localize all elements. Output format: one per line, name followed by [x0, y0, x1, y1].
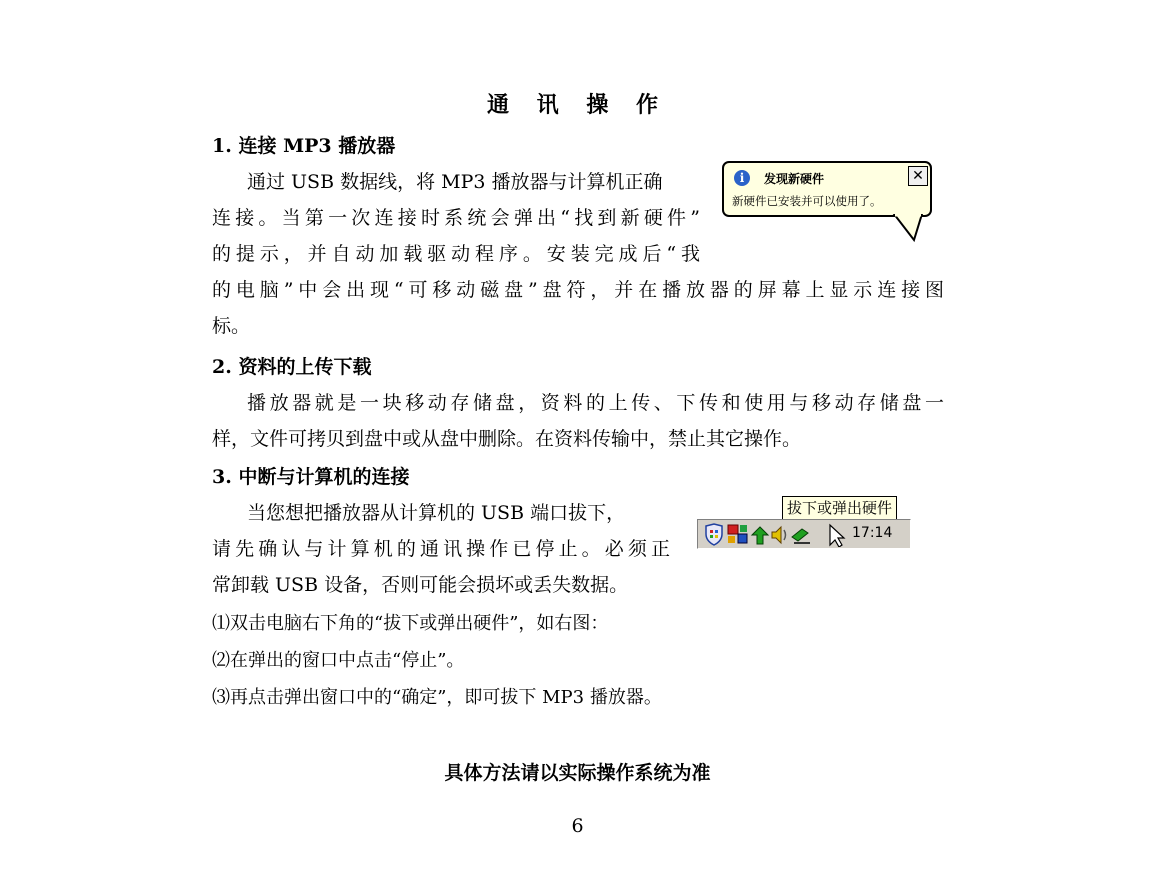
safely-remove-icon[interactable] [752, 527, 768, 544]
usb-icon[interactable] [792, 529, 810, 543]
network-icon[interactable] [728, 525, 747, 543]
section-3-heading: 3. 中断与计算机的连接 [212, 466, 410, 488]
volume-icon[interactable] [772, 527, 786, 543]
step-2: ⑵在弹出的窗口中点击“停止”。 [212, 650, 465, 671]
tray-clock: 17:14 [852, 525, 893, 541]
section-1-line-5: 标。 [212, 315, 251, 337]
balloon-message: 新硬件已安装并可以使用了。 [732, 194, 882, 208]
shield-icon[interactable] [706, 524, 722, 545]
page-title: 通 讯 操 作 [487, 92, 668, 118]
section-2-line-1: 播放器就是一块移动存储盘，资料的上传、下传和使用与移动存储盘一 [247, 392, 944, 414]
section-1-line-4: 的电脑”中会出现“可移动磁盘”盘符，并在播放器的屏幕上显示连接图 [212, 279, 944, 301]
section-3-line-1: 当您想把播放器从计算机的 USB 端口拔下， [247, 502, 626, 524]
footer-note: 具体方法请以实际操作系统为准 [444, 762, 711, 784]
page-number: 6 [571, 815, 584, 837]
tray-icons [704, 523, 852, 547]
section-2-line-2: 样，文件可拷贝到盘中或从盘中删除。在资料传输中，禁止其它操作。 [212, 428, 802, 450]
balloon-title: 发现新硬件 [764, 172, 825, 186]
new-hardware-balloon[interactable] [722, 161, 932, 217]
step-1: ⑴双击电脑右下角的“拔下或弹出硬件”，如右图： [212, 613, 609, 634]
section-3-line-3: 常卸载 USB 设备，否则可能会损坏或丢失数据。 [212, 574, 629, 596]
safely-remove-tooltip: 拔下或弹出硬件 [782, 496, 897, 520]
info-icon: i [734, 170, 750, 186]
section-2-heading: 2. 资料的上传下载 [212, 356, 372, 378]
section-1-heading: 1. 连接 MP3 播放器 [212, 135, 396, 157]
section-1-line-1: 通过 USB 数据线，将 MP3 播放器与计算机正确 [247, 171, 663, 193]
step-3: ⑶再点击弹出窗口中的“确定”，即可拔下 MP3 播放器。 [212, 687, 662, 708]
section-3-line-2: 请先确认与计算机的通讯操作已停止。必须正 [212, 538, 670, 560]
close-button[interactable]: ✕ [908, 166, 928, 186]
section-1-line-3: 的提示，并自动加载驱动程序。安装完成后“我 [212, 243, 700, 265]
section-1-line-2: 连接。当第一次连接时系统会弹出“找到新硬件” [212, 207, 700, 229]
cursor-icon [830, 525, 844, 547]
balloon-tail [890, 214, 924, 244]
